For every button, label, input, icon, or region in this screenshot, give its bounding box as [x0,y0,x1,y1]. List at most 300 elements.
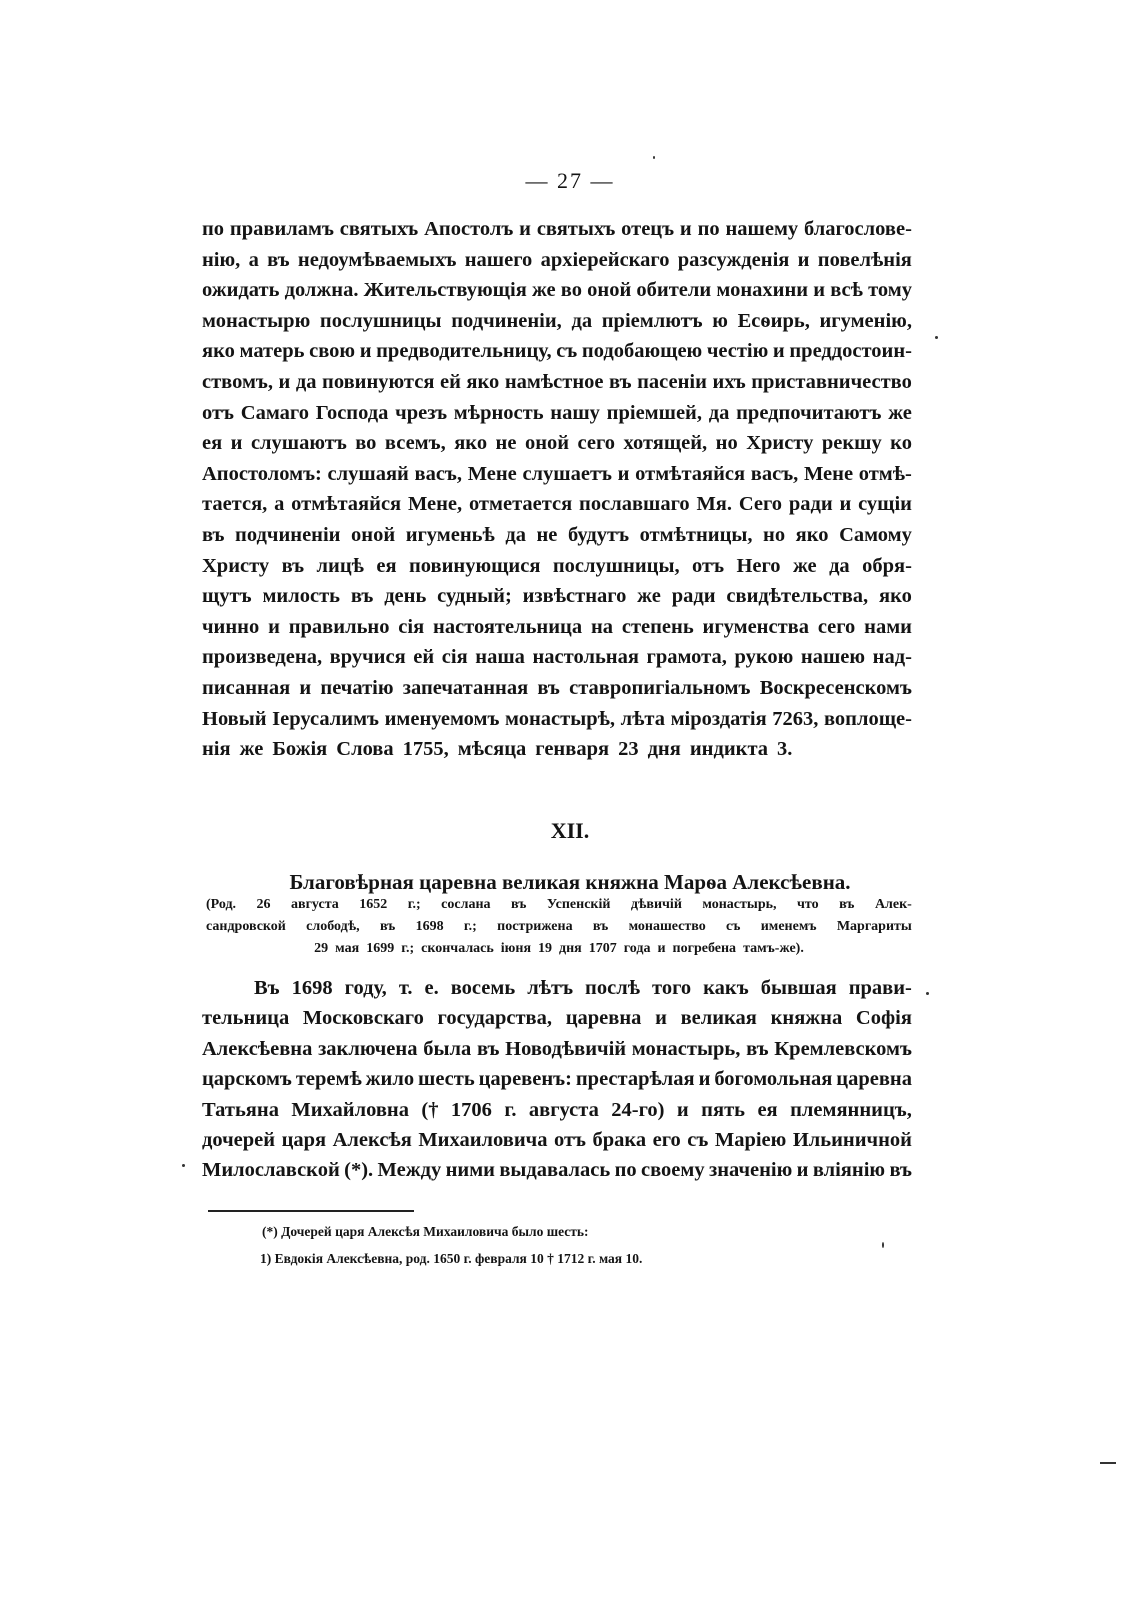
word: брака [592,1128,647,1151]
word: на [590,615,614,638]
word: над- [872,646,912,669]
word: бывшая [760,977,837,999]
word: же [792,554,817,577]
word: преддостоин- [789,340,912,363]
word: т. [398,977,413,999]
word: Христу [202,554,270,577]
word: дочерей [202,1128,276,1151]
word: и [359,340,372,363]
text-line [202,428,912,459]
text-line [202,1155,912,1185]
word: того [652,977,692,999]
word: заключена [318,1037,418,1060]
word: государства, [437,1007,552,1030]
text-line [202,1003,912,1033]
word: подчиненіи, [451,309,562,332]
word: съ [726,919,741,934]
text-line [202,459,912,490]
word: г.; [463,919,477,934]
word: щутъ [202,585,252,608]
word: 23 [618,738,639,761]
word: не [536,523,558,546]
word: намѣстное [504,370,604,393]
word: дѣвичій [630,897,682,912]
text-line [202,214,912,245]
word: 1755, [402,738,449,761]
word: Татьяна [202,1098,279,1121]
word: нашею [800,646,866,669]
word: царскомъ [202,1068,292,1091]
word: подобающею [581,340,703,363]
word: что [797,897,819,912]
word: Михаиловича [418,1128,548,1151]
word: воплоще- [823,707,912,730]
word: пасеніи [637,370,707,393]
word: оной [351,523,396,546]
word: индикта [689,738,769,761]
word: пострижена [497,919,573,934]
word: въ [746,1037,769,1060]
word: наша [475,646,525,669]
word: въ [267,248,290,271]
word: и [698,1068,711,1091]
word: же [888,401,912,424]
word: Московскаго [302,1007,424,1030]
word: (Род. [206,897,237,912]
text-line [202,336,912,367]
word: монашество [628,919,706,934]
word: великая [680,1007,757,1030]
text-line [202,642,912,673]
word: царя [281,1128,327,1151]
word: Мене [467,462,517,485]
word: ихъ [712,370,746,393]
footnote-line: 1) Евдокія Алексѣевна, род. 1650 г. февраля 10 † 1712 г. мая 10. [260,1251,643,1266]
word: слушаютъ [250,432,347,455]
word: по [697,218,720,240]
word: да [295,370,317,393]
word: іюня [500,941,532,956]
scan-speck [935,336,938,339]
word: тельница [202,1007,290,1030]
word: въ [537,676,560,699]
word: мѣсяца [457,738,527,761]
word: монахини [716,279,809,302]
word: мая [335,941,360,956]
footnote-divider [208,1210,414,1212]
word: августа [528,1098,599,1121]
word: отъ [202,401,235,424]
word: отмѣ- [858,462,912,485]
word: монастырѣ, [505,707,616,730]
word: царевенъ: [478,1068,572,1091]
word: въ [350,585,374,608]
word: по [202,218,225,240]
word: сандровской [206,919,286,934]
word: правильно [288,615,390,638]
word: г. [504,1098,517,1121]
word: въ [379,919,396,934]
word: игуменію, [819,309,912,332]
word: г.; [401,941,415,956]
word: и [278,370,291,393]
word: его [652,1128,681,1151]
word: Новый [202,707,267,730]
text-line [202,1125,912,1155]
word: отметается [468,493,573,516]
word: 1699 [366,941,395,956]
word: да [829,554,850,577]
word: монастырю [202,309,311,332]
word: предпочитаютъ [736,401,882,424]
word: тамъ-же). [743,941,804,956]
word: святыхъ [536,218,616,240]
word: святыхъ [339,218,419,240]
text-line [202,734,912,765]
footnotes [262,1218,642,1272]
word: настоятельница [433,615,583,638]
word: нашего [464,248,533,271]
word: да [708,401,730,424]
word: монастырь, [702,897,777,912]
text-line [206,916,912,938]
chapter-title: Благовѣрная царевна великая княжна Марѳа Алексѣевна. [289,870,851,894]
text-line [202,1034,912,1064]
word: повинуются [322,370,435,393]
word: писанная [202,676,291,699]
word: вліянію [812,1159,886,1182]
scan-speck [882,1242,884,1248]
text-line [202,275,912,306]
word: же [239,738,264,761]
word: нія [202,738,231,761]
word: какъ [703,977,749,999]
word: Успенскій [546,897,611,912]
word: судный; [437,585,512,608]
word: сего [817,615,856,638]
word: нію, [202,248,241,271]
word: ствомъ, [202,370,273,393]
page-number: — 27 — [525,168,615,193]
word: должна. [284,279,359,302]
word: но [763,523,786,546]
word: († [421,1098,439,1121]
word: 19 [538,941,553,956]
word: 24-го) [611,1098,665,1121]
word: всѣ [830,279,863,302]
text-line [202,704,912,735]
word: 1652 [359,897,388,912]
word: Есѳирь, [737,309,810,332]
word: Апостоломъ: [202,462,322,485]
word: и [797,248,810,271]
word: Жительствующія [363,279,527,302]
word: ей [439,370,461,393]
word: отмѣтницы, [639,523,753,546]
word: недоумѣваемыхъ [297,248,457,271]
word: ко [890,432,912,455]
paragraph-narrative [202,973,912,1186]
word: слушаяй [327,462,409,485]
word: отмѣтаяйся [291,493,402,516]
word: Христу [746,432,814,455]
word: рукою [734,646,794,669]
word: Алексѣя [332,1128,412,1151]
word: во [355,432,377,455]
word: Него [736,554,781,577]
word: послушницы [319,309,442,332]
word: Сего [738,493,783,516]
word: васъ, [414,462,463,485]
word: ея [757,1098,778,1121]
word: богомольная [714,1068,833,1091]
word: прави- [848,977,912,999]
word: августа [291,897,339,912]
word: да [571,309,593,332]
word: будутъ [567,523,630,546]
word: нами [864,615,912,638]
word: въ [202,523,225,546]
word: приставничество [751,370,912,393]
word: подчиненіи [235,523,341,546]
word: хотящей, [623,432,708,455]
word: въ [592,919,609,934]
word: въ [476,1037,500,1060]
word: Іерусалимъ [272,707,379,730]
word: Мене [803,462,854,485]
word: всемъ, [384,432,446,455]
word: мѣрность [453,401,544,424]
text-line [202,1095,912,1125]
word: лѣтъ [527,977,574,999]
word: яко [466,370,500,393]
word: оной [587,279,632,302]
word: Михайловна [291,1098,409,1121]
word: 7263, [772,707,819,730]
word: Мене, [407,493,463,516]
word: генваря [535,738,610,761]
word: и [679,218,692,240]
word: и [655,1007,667,1030]
word: значенію [708,1159,793,1182]
text-line [202,520,912,551]
word: чинно [202,615,260,638]
word: Маргариты [836,919,912,934]
text-line [202,306,912,337]
word: племянницъ, [790,1098,912,1121]
word: нашу [550,401,600,424]
text-line [202,551,912,582]
word: предводительницу, [376,340,552,363]
word: отецъ [621,218,675,240]
word: княжна [770,1007,843,1030]
scan-speck [926,992,929,995]
word: яко [202,340,235,363]
word: погребена [672,941,737,956]
word: слушаетъ [522,462,612,485]
word: 3. [777,738,793,761]
word: грамота, [646,646,727,669]
word: ними [445,1159,495,1182]
word: игуменства [702,615,809,638]
word: печатію [320,676,394,699]
word: восемь [450,977,516,999]
word: день [384,585,427,608]
word: а [274,493,285,516]
word: пріемлютъ [601,309,703,332]
word: отъ [692,554,725,577]
word: лицѣ [316,554,364,577]
word: Господа [315,401,389,424]
word: матерь [239,340,305,363]
word: запечатанная [402,676,529,699]
word: разсужденія [677,248,790,271]
word: жило [365,1068,415,1091]
word: ея [376,554,397,577]
word: и [519,218,531,240]
word: не [495,432,517,455]
word: Милославской [202,1159,340,1182]
word: правиламъ [229,218,334,240]
text-line [202,612,912,643]
word: царевна [836,1068,912,1091]
word: скончалась [421,941,494,956]
text-line [202,1064,912,1094]
word: честію [706,340,769,363]
word: своему [641,1159,705,1182]
section-number: XII. [550,818,590,843]
paragraph-charter [202,214,912,765]
word: а [248,248,259,271]
word: нашему [725,218,799,240]
word: и [299,676,312,699]
word: 1706 [450,1098,492,1121]
word: да [505,523,526,546]
word: произведена, [202,646,323,669]
word: и [676,1098,689,1121]
word: и [813,279,826,302]
word: ея [202,432,223,455]
word: пять [701,1098,745,1121]
text-line [202,489,912,520]
word: обители [636,279,712,302]
word: Алексѣевна [202,1037,313,1060]
word: монастырь, [631,1037,741,1060]
word: послушницы, [552,554,680,577]
word: престарѣлая [575,1068,695,1091]
text-line [202,398,912,429]
word: и [839,493,852,516]
word: Маріею [714,1128,787,1151]
word: Мя. [696,493,733,516]
word: была [423,1037,472,1060]
word: въ [281,554,305,577]
word: е. [424,977,439,999]
word: повинующися [408,554,541,577]
word: сего [577,432,616,455]
word: рекшу [821,432,882,455]
word: пославшаго [579,493,690,516]
word: и [796,1159,809,1182]
word: ожидать [202,279,280,302]
word: царевна [565,1007,642,1030]
word: яко [795,523,829,546]
word: васъ, [750,462,799,485]
word: Ильиничной [792,1128,912,1151]
word: 29 [314,941,329,956]
word: яко [879,585,912,608]
word: повелѣнія [817,248,912,271]
word: извѣстнаго [522,585,627,608]
word: Въ [254,977,280,999]
word: и [657,941,666,956]
word: Между [377,1159,442,1182]
scan-speck [182,1164,185,1167]
text-line [202,973,912,1003]
word: во [560,279,582,302]
word: Воскресенскомъ [759,676,912,699]
word: въ [511,897,527,912]
word: 26 [256,897,271,912]
word: году, [344,977,387,999]
word: Алек- [874,897,912,912]
word: Самаго [240,401,309,424]
word: міроздатія [670,707,767,730]
word: и [268,615,280,638]
text-line [202,367,912,398]
word: именуемомъ [384,707,500,730]
word: отмѣтаяйся [635,462,746,485]
text-line [206,894,912,916]
text-line [202,673,912,704]
word: обря- [862,554,912,577]
word: Слова [336,738,394,761]
word: но [715,432,738,455]
scan-speck [1100,1462,1116,1464]
word: благослове- [804,218,912,240]
word: оной [524,432,570,455]
word: свою [309,340,356,363]
word: года [623,941,651,956]
word: отъ [553,1128,586,1151]
word: Софія [855,1007,912,1030]
word: съ [687,1128,709,1151]
word: и [230,432,243,455]
word: именемъ [760,919,817,934]
word: Самому [839,523,912,546]
word: пріемшей, [606,401,702,424]
word: въ [839,897,855,912]
word: 1707 [588,941,617,956]
word: Новодѣвичій [505,1037,627,1060]
word: степень [621,615,694,638]
word: милость [262,585,340,608]
text-line [202,245,912,276]
scan-speck [653,156,655,159]
word: слободѣ, [306,919,360,934]
word: и [617,462,630,485]
word: дня [647,738,681,761]
word: выдавалась [499,1159,611,1182]
word: же [637,585,661,608]
word: ей [413,646,435,669]
chapter-subtitle [206,894,912,960]
word: 1698 [415,919,444,934]
word: чрезъ [395,401,448,424]
word: свидѣтельства, [726,585,869,608]
word: Кремлевскомъ [774,1037,912,1060]
word: тается, [202,493,268,516]
